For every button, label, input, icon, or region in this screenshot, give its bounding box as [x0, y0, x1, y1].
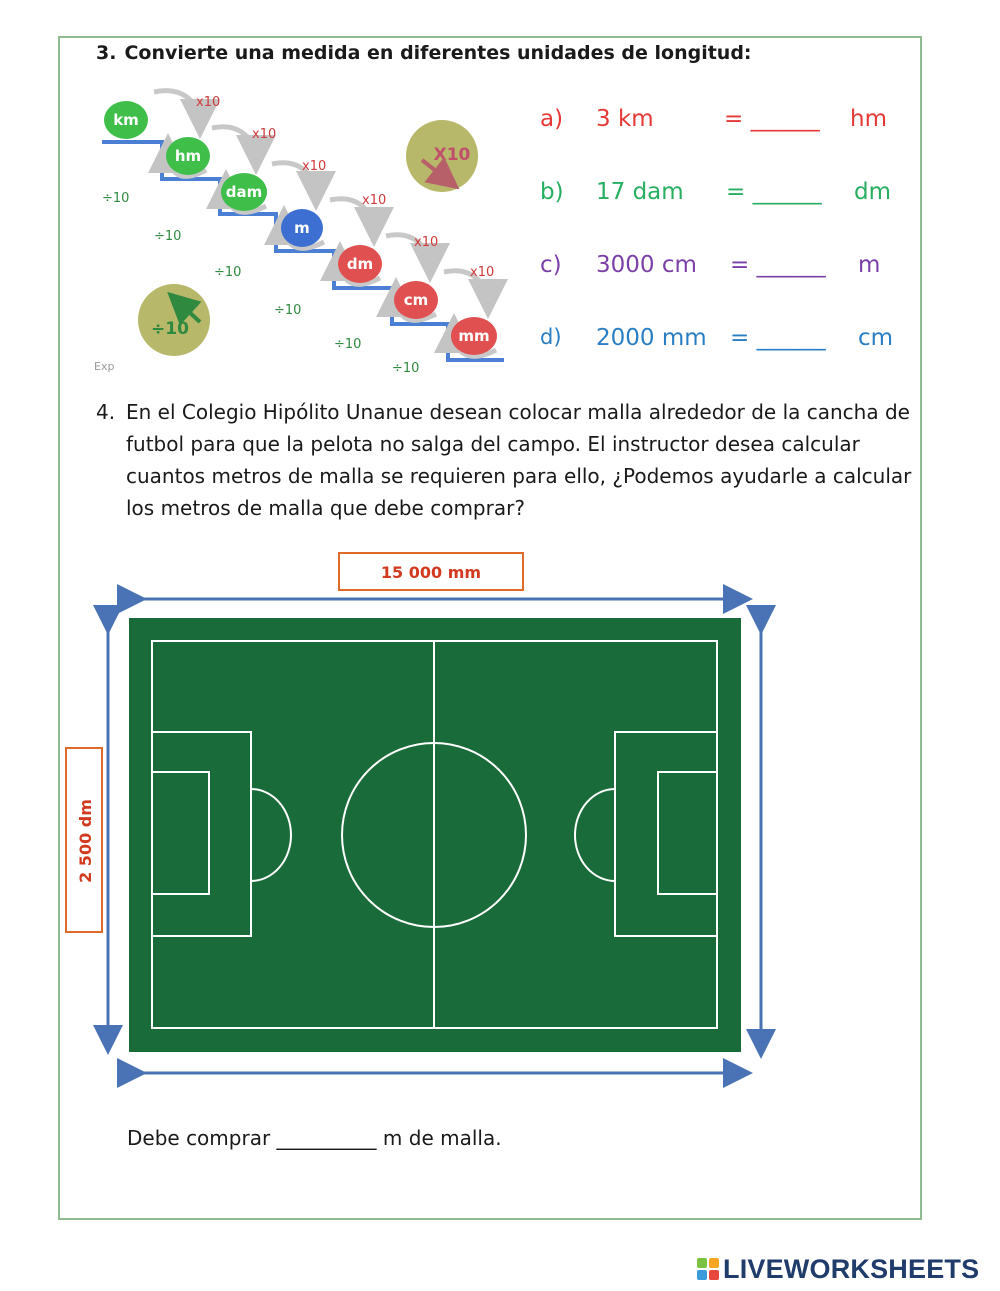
height-label-box [66, 748, 102, 932]
divide10-label: ÷10 [102, 191, 130, 206]
x10-label: x10 [470, 265, 495, 280]
width-label-box [339, 553, 523, 590]
answer-suffix: m de malla. [382, 1126, 502, 1150]
divide-badge [138, 284, 210, 356]
conversion-unit: hm [850, 106, 887, 132]
unit-bubble-m [281, 209, 323, 247]
x10-label: x10 [362, 193, 387, 208]
conversion-answer-blank[interactable]: = ______ [730, 325, 826, 351]
x10-label: x10 [414, 235, 439, 250]
conversion-value: 17 dam [596, 179, 684, 205]
x10-label: x10 [196, 95, 221, 110]
signature: Exp [94, 360, 115, 373]
conversion-answer-blank[interactable]: = ______ [726, 179, 822, 205]
svg-text:dm: dm [346, 255, 374, 273]
unit-bubble-mm [451, 317, 497, 355]
conversion-unit: cm [858, 325, 894, 351]
svg-text:÷10: ÷10 [151, 319, 189, 339]
conversion-answer-blank[interactable]: = ______ [730, 252, 826, 278]
divide10-label: ÷10 [334, 337, 362, 352]
conversion-letter: b) [540, 179, 564, 205]
svg-text:hm: hm [174, 147, 202, 165]
svg-text:m: m [294, 219, 310, 237]
brand-name: LIVEWORKSHEETS [723, 1254, 980, 1284]
liveworksheets-logo-icon [697, 1258, 719, 1280]
divide10-label: ÷10 [392, 361, 420, 376]
unit-bubble-hm [166, 137, 210, 175]
conversion-letter: a) [540, 106, 564, 132]
unit-bubble-km [104, 101, 148, 139]
conversion-unit: m [858, 252, 881, 278]
unit-bubble-cm [394, 281, 438, 319]
svg-text:mm: mm [458, 327, 490, 345]
conversion-value: 2000 mm [596, 325, 707, 351]
svg-text:dam: dam [225, 183, 263, 201]
question-3-title [96, 42, 752, 64]
conversion-unit: dm [854, 179, 892, 205]
answer-blank[interactable]: __________ [276, 1126, 377, 1150]
conversion-answer-blank[interactable]: = ______ [724, 106, 820, 132]
question-4-text: En el Colegio Hipólito Unanue desean colocar malla alrededor de la cancha de futbol para que la pelota no salga del campo. El instructor desea calcular cuantos metros de malla se requieren para ello, ¿Podemos ayudarle a calcular los metros de malla que debe comprar? [126, 400, 912, 520]
x10-label: x10 [302, 159, 327, 174]
conversion-letter: d) [540, 325, 562, 349]
football-field-diagram [76, 545, 795, 1085]
svg-text:15 000 mm: 15 000 mm [380, 563, 482, 582]
svg-text:km: km [113, 111, 139, 129]
conversion-value: 3 km [596, 106, 654, 132]
unit-bubble-dam [221, 173, 267, 211]
answer-prefix: Debe comprar [127, 1126, 271, 1150]
conversion-value: 3000 cm [596, 252, 697, 278]
divide10-label: ÷10 [274, 303, 302, 318]
question-3-text: Convierte una medida en diferentes unidades de longitud: [124, 42, 752, 64]
svg-text:X10: X10 [433, 145, 471, 165]
unit-ladder-diagram [96, 88, 516, 388]
multiply-badge [406, 120, 478, 192]
x10-label: x10 [252, 127, 277, 142]
unit-bubble-dm [338, 245, 382, 283]
divide10-label: ÷10 [214, 265, 242, 280]
conversion-letter: c) [540, 252, 562, 278]
svg-text:cm: cm [403, 291, 429, 309]
question-3-number: 3. [96, 42, 117, 64]
svg-text:2 500 dm: 2 500 dm [76, 799, 95, 883]
answer-line [127, 1126, 502, 1150]
divide10-label: ÷10 [154, 229, 182, 244]
question-4-number: 4. [96, 400, 116, 424]
